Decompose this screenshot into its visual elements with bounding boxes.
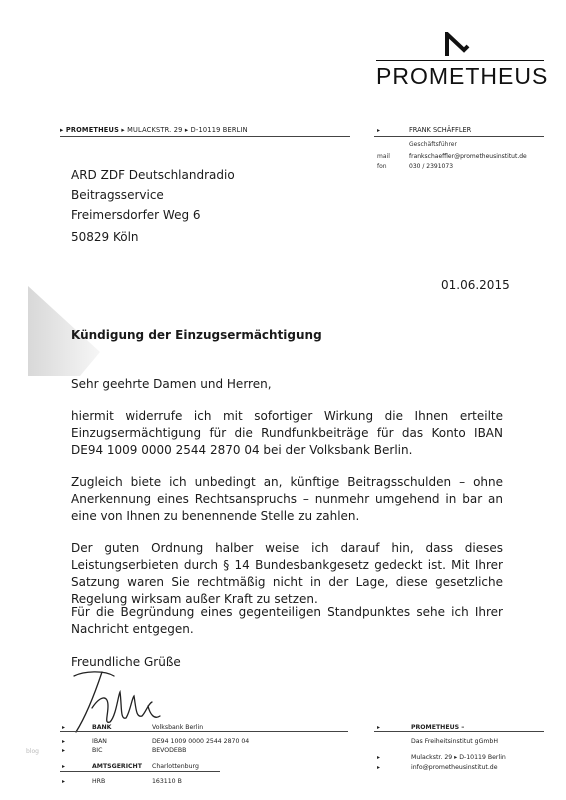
contact-divider xyxy=(374,136,544,137)
fon-label: fon xyxy=(377,163,387,170)
arrow-icon: ▸ xyxy=(121,126,125,134)
bic-label: BIC xyxy=(92,747,103,754)
footer-org-tagline: Das Freiheitsinstitut gGmbH xyxy=(411,738,498,745)
arrow-icon: ▸ xyxy=(62,738,66,745)
recipient-line: ARD ZDF Deutschlandradio xyxy=(71,168,235,182)
contact-role: Geschäftsführer xyxy=(409,141,457,148)
iban-value: DE94 1009 0000 2544 2870 04 xyxy=(152,738,250,745)
arrow-icon: ▸ xyxy=(62,763,66,770)
arrow-icon: ▸ xyxy=(377,764,381,771)
arrow-icon: ▸ xyxy=(377,754,381,761)
footer-divider-left xyxy=(60,731,348,732)
letter-salutation: Sehr geehrte Damen und Herren, xyxy=(71,377,272,391)
watermark-text: blog xyxy=(26,748,39,755)
prometheus-logo-icon xyxy=(444,32,470,56)
arrow-icon: ▸ xyxy=(184,126,189,134)
footer-address: Mulackstr. 29 ▸ D-10119 Berlin xyxy=(411,754,506,761)
footer-divider-right xyxy=(374,731,544,732)
arrow-icon: ▸ xyxy=(377,724,381,731)
recipient-line: Beitragsservice xyxy=(71,188,164,202)
recipient-address xyxy=(71,165,235,225)
arrow-icon: ▸ xyxy=(62,778,66,785)
court-value: Charlottenburg xyxy=(152,763,199,770)
contact-name: FRANK SCHÄFFLER xyxy=(409,126,472,134)
recipient-postal: 50829 Köln xyxy=(71,230,139,244)
letter-paragraph: Zugleich biete ich unbedingt an, künftige Beitragsschulden – ohne Anerkennung eines Rechtsanspruchs – nunmehr umgehend in bar an eine von Ihnen zu benennende Stelle zu zahlen. xyxy=(71,475,503,523)
arrow-icon: ▸ xyxy=(60,126,64,134)
mail-label: mail xyxy=(377,153,390,160)
arrow-icon: ▸ xyxy=(377,127,381,134)
court-label: AMTSGERICHT xyxy=(92,763,142,770)
hrb-value: 163110 B xyxy=(152,778,182,785)
arrow-icon: ▸ xyxy=(62,747,66,754)
sender-street: MULACKSTR. 29 xyxy=(127,126,183,134)
sender-return-address xyxy=(60,126,330,134)
letter-date: 01.06.2015 xyxy=(441,278,510,292)
footer-divider-court xyxy=(60,771,220,772)
contact-email[interactable]: frankschaeffler@prometheusinstitut.de xyxy=(409,153,527,160)
recipient-line: Freimersdorfer Weg 6 xyxy=(71,208,201,222)
iban-label: IBAN xyxy=(92,738,107,745)
sender-city: D-10119 BERLIN xyxy=(190,126,248,134)
sender-org: PROMETHEUS xyxy=(65,126,120,134)
letter-paragraph: Für die Begründung eines gegenteiligen Standpunktes sehe ich Ihrer Nachricht entgegen. xyxy=(71,605,503,636)
hrb-label: HRB xyxy=(92,778,106,785)
arrow-icon: ▸ xyxy=(62,724,66,731)
bank-name: Volksbank Berlin xyxy=(152,724,204,731)
bic-value: BEVODEBB xyxy=(152,747,187,754)
footer-email[interactable]: info@prometheusinstitut.de xyxy=(411,764,498,771)
sender-divider xyxy=(60,136,350,137)
footer-org: PROMETHEUS – xyxy=(411,724,465,731)
letter-closing: Freundliche Grüße xyxy=(71,655,181,669)
letter-paragraph: hiermit widerrufe ich mit sofortiger Wirkung die Ihnen erteilte Einzugsermächtigung für die Rundfunkbeiträge für das Konto IBAN DE94 1009 0000 2544 2870 04 bei der Volksbank Berlin. xyxy=(71,409,503,457)
contact-phone: 030 / 2391073 xyxy=(409,163,454,170)
brand-logo-text: PROMETHEUS xyxy=(376,60,544,90)
letter-subject: Kündigung der Einzugsermächtigung xyxy=(71,328,322,342)
letter-paragraph: Der guten Ordnung halber weise ich darauf hin, dass dieses Leistungserbieten durch § 14 Bundesbankgesetz gedeckt ist. Mit Ihrer Satzung waren Sie rechtmäßig nicht in der Lage, diese gesetzliche Regelung wirksam außer Kraft zu setzen. xyxy=(71,541,503,606)
bank-label: BANK xyxy=(92,724,112,731)
